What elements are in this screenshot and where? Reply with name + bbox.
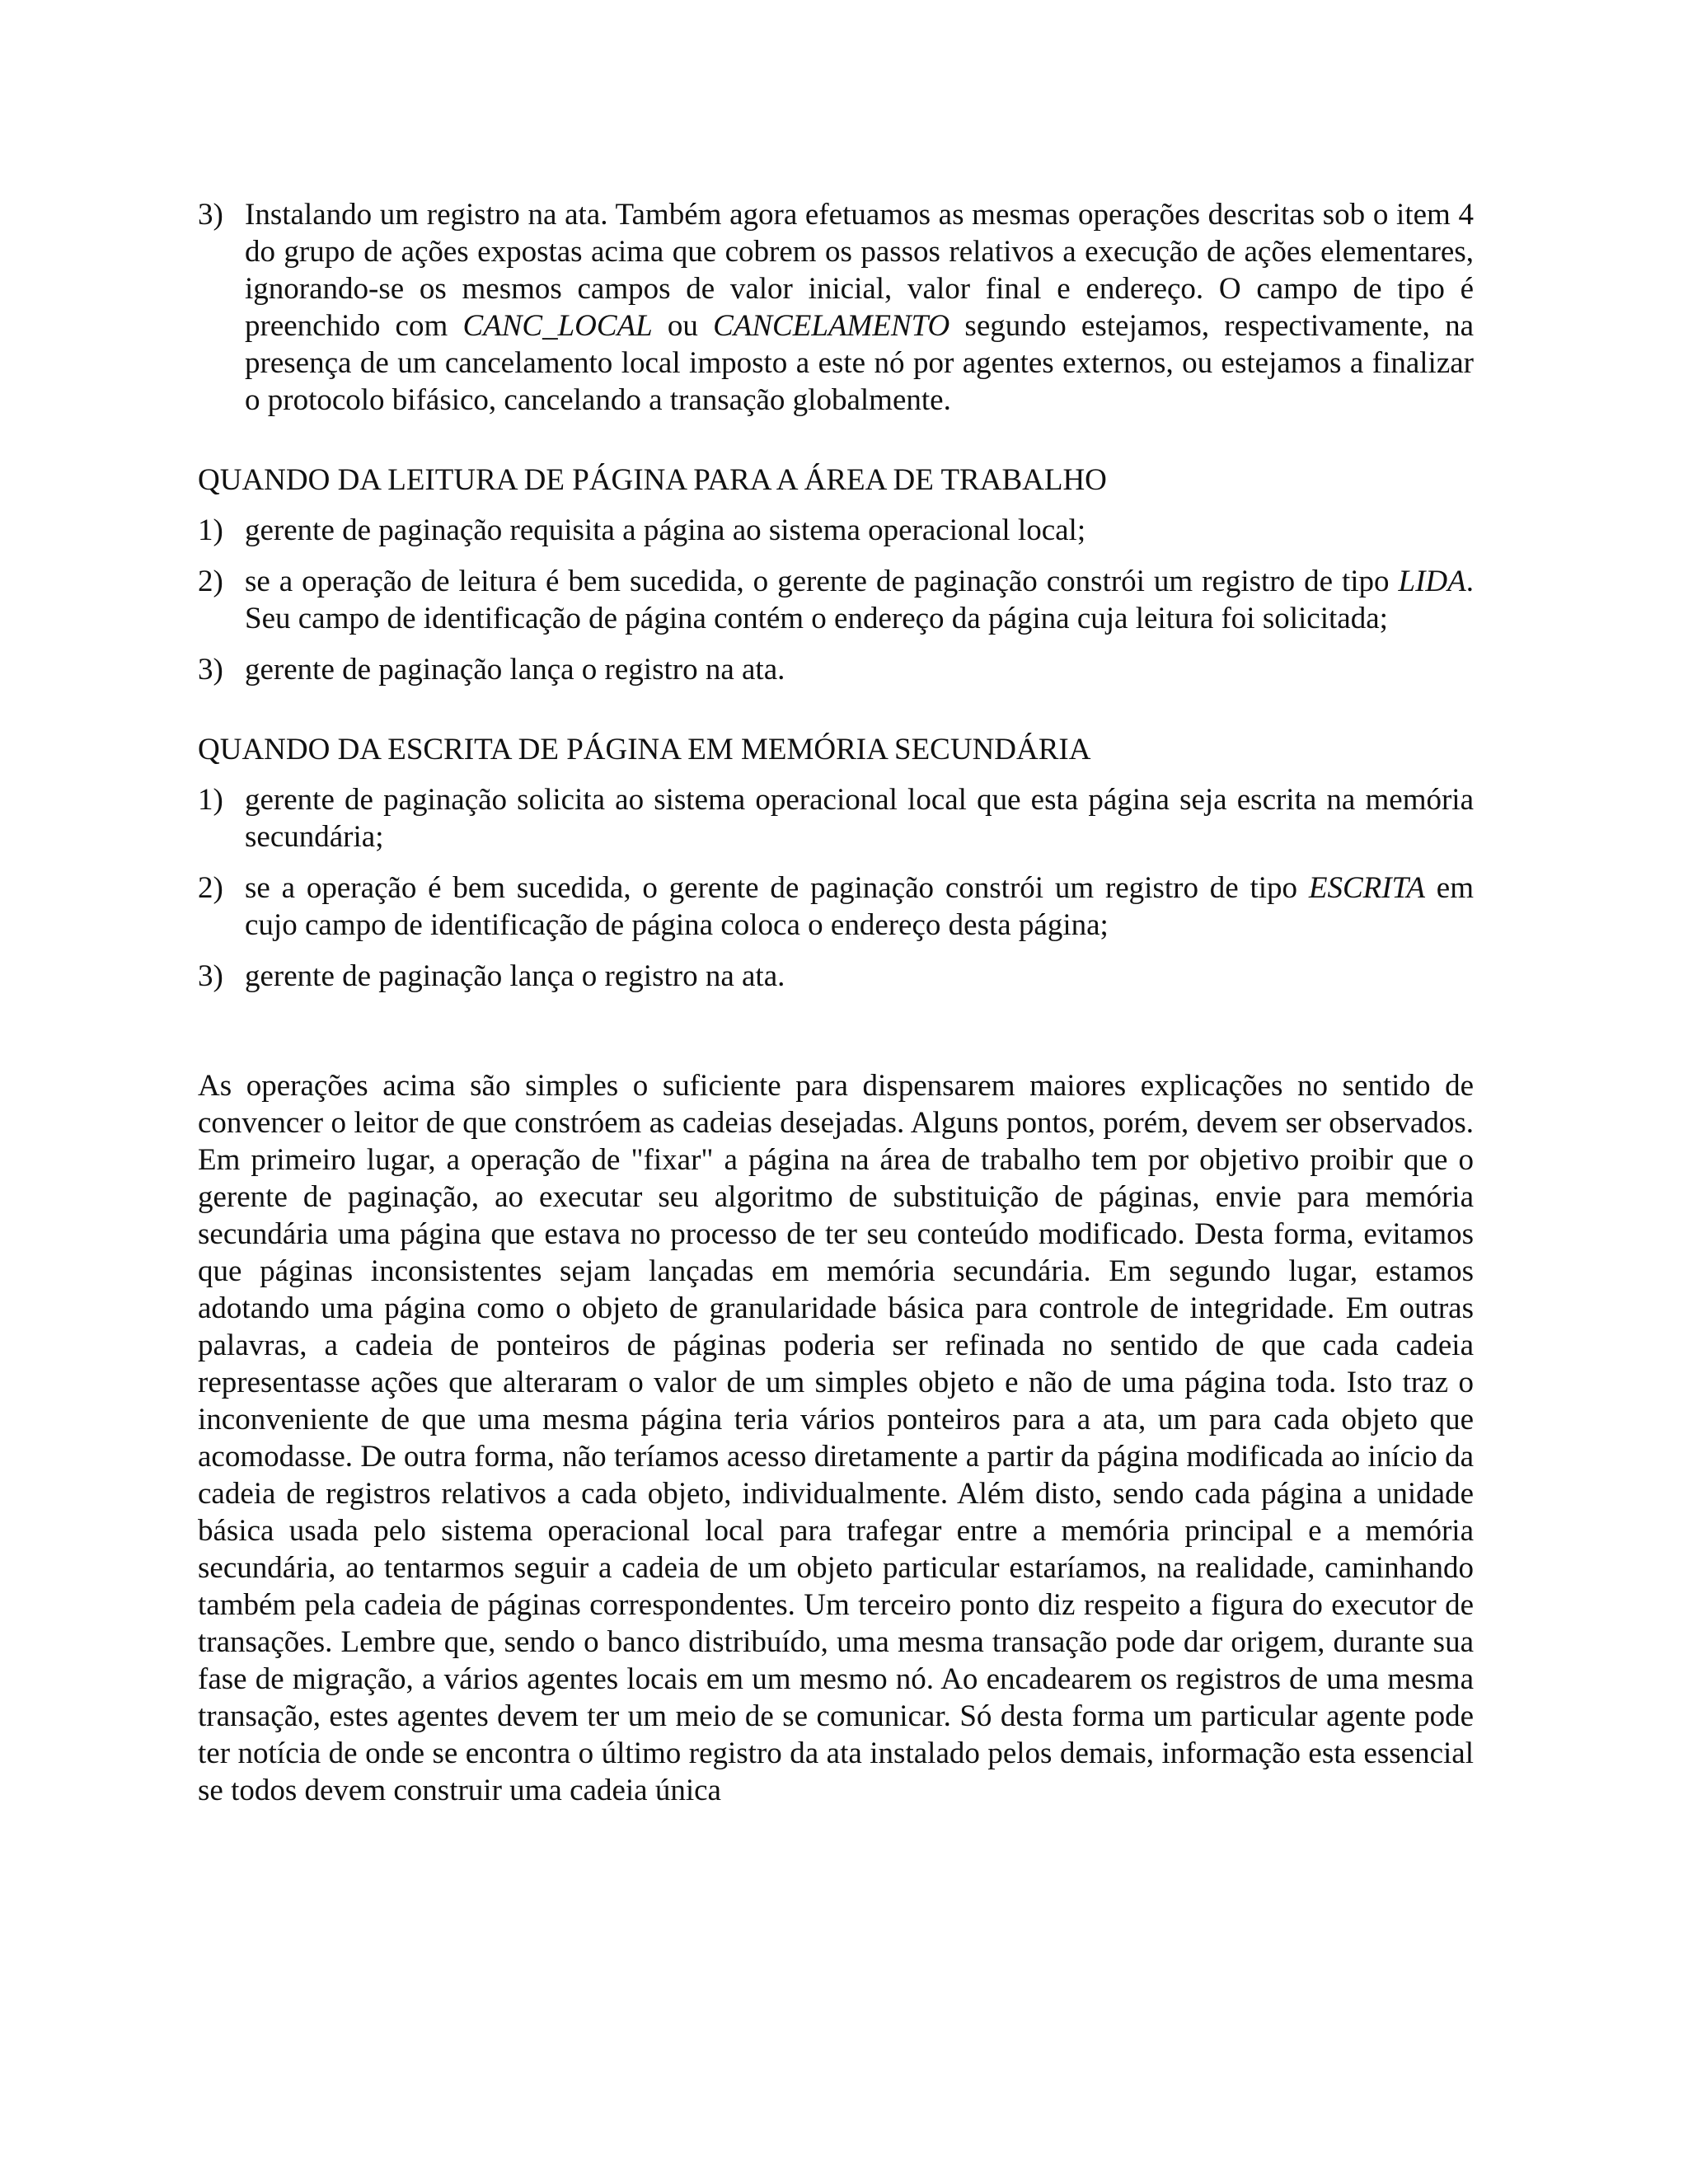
document-page [198, 196, 1474, 1809]
list-number: 3) [198, 959, 223, 993]
list-item-read-1 [198, 512, 1474, 549]
list-item-write-1 [198, 781, 1474, 855]
list-item-write-3 [198, 958, 1474, 995]
list-item-write-2 [198, 869, 1474, 944]
type-canc-local: CANC_LOCAL [462, 309, 653, 343]
list-item-read-3 [198, 651, 1474, 688]
list-item-text: ou [652, 309, 714, 343]
list-item-text: gerente de paginação lança o registro na ata. [245, 959, 785, 993]
section-heading-write: QUANDO DA ESCRITA DE PÁGINA EM MEMÓRIA SECUNDÁRIA [198, 733, 1091, 766]
list-number: 2) [198, 565, 223, 598]
list-item-text: gerente de paginação lança o registro na ata. [245, 653, 785, 687]
list-item-text: se a operação é bem sucedida, o gerente de paginação constrói um registro de tipo [245, 871, 1309, 905]
type-escrita: ESCRITA [1308, 871, 1425, 905]
body-paragraph: As operações acima são simples o suficiente para dispensarem maiores explicações no sentido de convencer o leitor de que constróem as cadeias desejadas. Alguns pontos, porém, devem ser observados. Em primeiro lugar, a operação de "fixar" a página na área de trabalho tem por objetivo proibir que o gerente de paginação, ao executar seu algoritmo de substituição de páginas, envie para memória secundária uma página que estava no processo de ter seu conteúdo modificado. Desta forma, evitamos que páginas inconsistentes sejam lançadas em memória secundária. Em segundo lugar, estamos adotando uma página como o objeto de granularidade básica para controle de integridade. Em outras palavras, a cadeia de ponteiros de páginas poderia ser refinada no sentido de que cada cadeia representasse ações que alteraram o valor de um simples objeto e não de uma página toda. Isto traz o inconveniente de que uma mesma página teria vários ponteiros para a ata, um para cada objeto que acomodasse. De outra forma, não teríamos acesso diretamente a partir da página modificada ao início da cadeia de registros relativos a cada objeto, individualmente. Além disto, sendo cada página a unidade básica usada pelo sistema operacional local para trafegar entre a memória principal e a memória secundária, ao tentarmos seguir a cadeia de um objeto particular estaríamos, na realidade, caminhando também pela cadeia de páginas correspondentes. Um terceiro ponto diz respeito a figura do executor de transações. Lembre que, sendo o banco distribuído, uma mesma transação pode dar origem, durante sua fase de migração, a vários agentes locais em um mesmo nó. Ao encadearem os registros de uma mesma transação, estes agentes devem ter um meio de se comunicar. Só desta forma um particular agente pode ter notícia de onde se encontra o último registro da ata instalado pelos demais, informação esta essencial se todos devem construir uma cadeia única [198, 1069, 1474, 1807]
section-heading-read: QUANDO DA LEITURA DE PÁGINA PARA A ÁREA DE TRABALHO [198, 463, 1107, 497]
list-item-text: segundo estejamos, respectivamente, na presença de um cancelamento local imposto a este nó por agentes externos, ou estejamos a finalizar o protocolo bifásico, cancelando a transação globalmente. [245, 309, 1474, 417]
list-number: 2) [198, 871, 223, 905]
list-number: 1) [198, 783, 223, 817]
list-item-text: se a operação de leitura é bem sucedida, o gerente de paginação constrói um registro de tipo [245, 565, 1399, 598]
list-item-install-record [198, 196, 1474, 419]
list-item-text: gerente de paginação solicita ao sistema operacional local que esta página seja escrita na memória secundária; [245, 783, 1474, 854]
list-number: 1) [198, 513, 223, 547]
list-item-text: . Seu campo de identificação de página contém o endereço da página cuja leitura foi solicitada; [245, 565, 1474, 635]
list-number: 3) [198, 653, 223, 687]
type-cancelamento: CANCELAMENTO [713, 309, 950, 343]
type-lida: LIDA [1398, 565, 1466, 598]
list-item-text: Instalando um registro na ata. Também agora efetuamos as mesmas operações descritas sob o item 4 do grupo de ações expostas acima que cobrem os passos relativos a execução de ações elementares, ignorando-se os mesmos campos de valor inicial, valor final e endereço. O campo de tipo é preenchido com [245, 198, 1474, 343]
list-item-text: gerente de paginação requisita a página ao sistema operacional local; [245, 513, 1086, 547]
list-item-text: em cujo campo de identificação de página coloca o endereço desta página; [245, 871, 1475, 942]
list-number: 3) [198, 198, 223, 232]
list-item-read-2 [198, 563, 1474, 637]
